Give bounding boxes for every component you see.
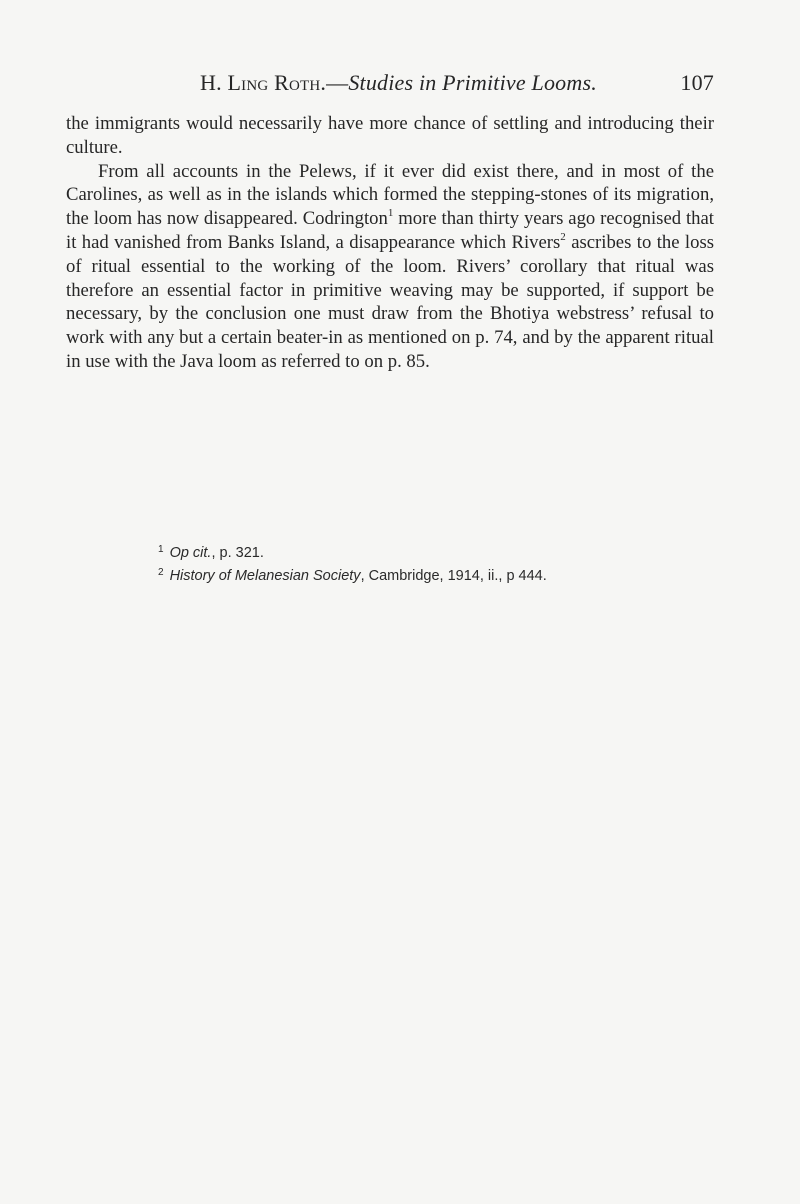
page-number: 107 — [680, 70, 714, 95]
paragraph-text-part-3: ascribes to the loss of ritual essential to the working of the loom. Rivers’ corollary that ritual was therefore an essential factor in primitive weaving may be supported, if support be necessary, by the conclusion one must draw from the Bhotiya webstress’ refusal to work with any but a certain beater-in as mentioned on p. 74, and by the apparent ritual in use with the Java loom as referred to on p. 85. — [66, 231, 714, 372]
paragraph-text-part-2: more than thirty years ago recognised that it had vanished from Banks Island, a disappearance which Rivers — [66, 208, 715, 253]
paragraph-text-part-1: From all accounts in the Pelews, if it ever did exist there, and in most of the Carolines, as well as in the islands which formed the stepping-stones of its migration, the loom has now disappeared. Codrington — [66, 160, 714, 230]
article-title: Studies in Primitive Looms. — [348, 70, 597, 95]
paragraph-continued: the immigrants would necessarily have more chance of settling and introducing their culture. — [66, 113, 714, 158]
footnote-number: 2 — [158, 567, 164, 578]
footnote-ref-1: 1 — [387, 207, 394, 220]
footnote-citation: , p. 321. — [211, 545, 264, 561]
body-text — [66, 112, 714, 374]
author-name: Ling Roth. — [227, 70, 327, 95]
title-separator: — — [326, 70, 349, 95]
footnote-number: 1 — [158, 544, 164, 555]
footnote-title: History of Melanesian Society — [169, 568, 361, 584]
running-head — [200, 70, 714, 100]
paragraph-looms — [66, 160, 714, 374]
footnote-2 — [158, 563, 718, 586]
footnote-1 — [158, 540, 718, 563]
footnote-title: Op cit. — [169, 545, 212, 561]
footnote-citation: , Cambridge, 1914, ii., p 444. — [360, 568, 547, 584]
author-initial: H. — [200, 70, 222, 95]
footnotes — [158, 540, 718, 586]
footnote-ref-2: 2 — [560, 230, 566, 243]
running-head-title — [200, 70, 597, 96]
